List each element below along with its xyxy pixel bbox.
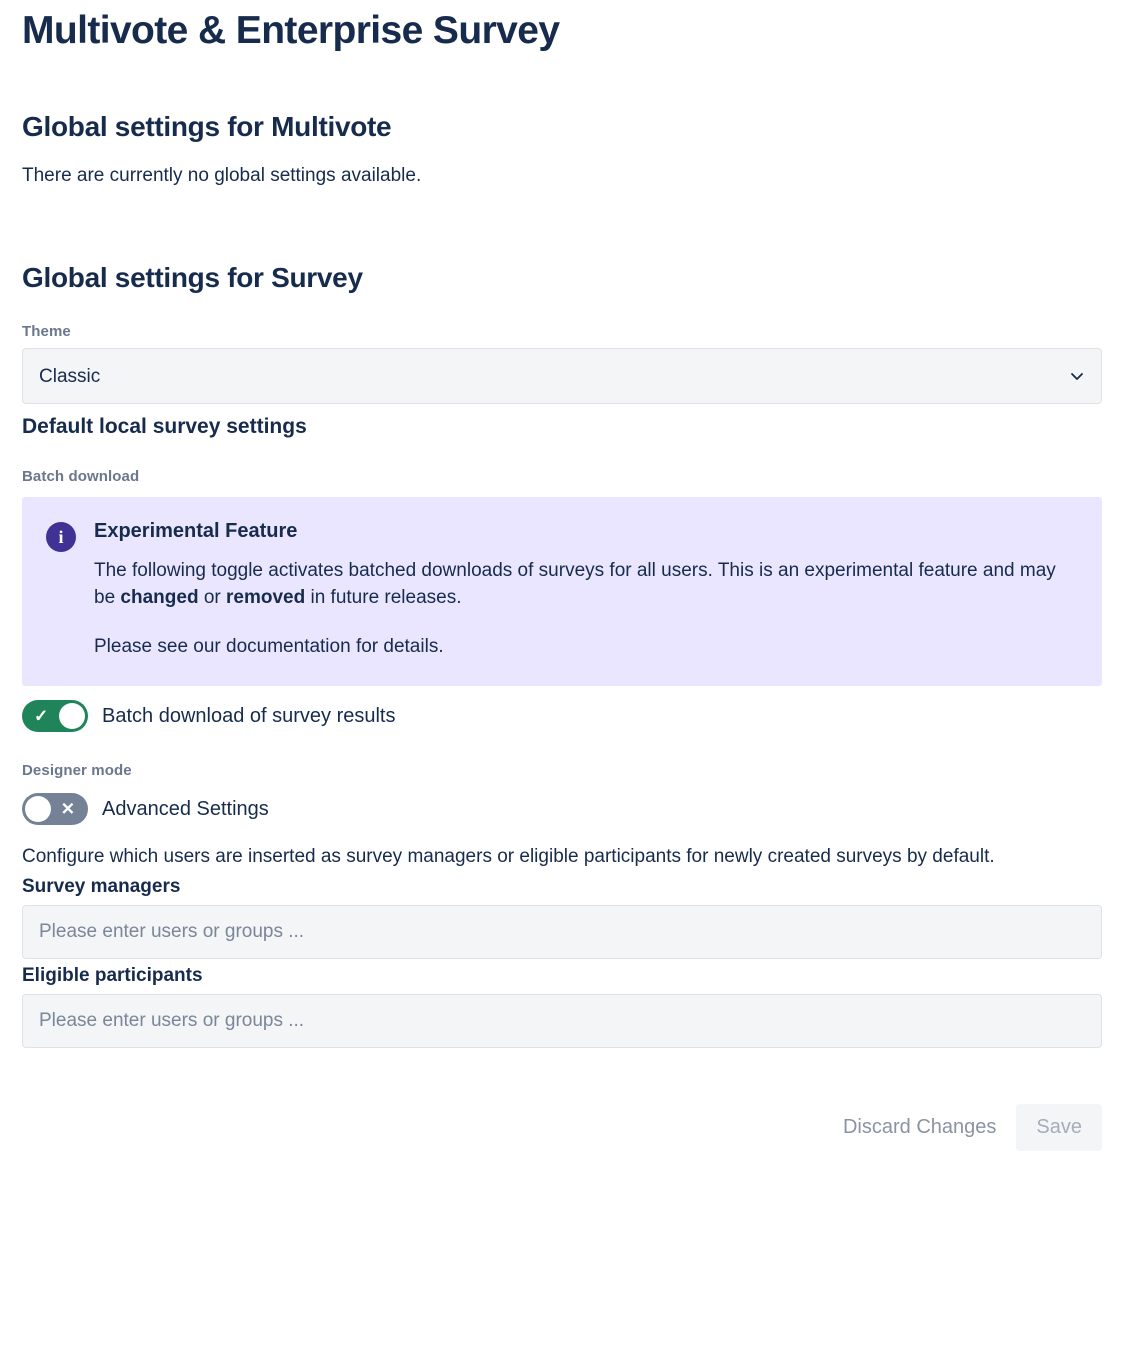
experimental-feature-panel <box>22 497 1102 686</box>
batch-download-toggle-row <box>22 700 1122 732</box>
batch-download-label: Batch download <box>22 468 140 485</box>
multivote-section-heading: Global settings for Multivote <box>22 111 392 142</box>
experimental-text-mid: or <box>198 587 226 608</box>
survey-managers-label: Survey managers <box>22 876 181 897</box>
toggle-knob <box>25 796 51 822</box>
theme-select[interactable] <box>22 348 1102 404</box>
theme-select-wrapper <box>22 348 1102 404</box>
toggle-knob <box>59 703 85 729</box>
experimental-text-part-2: in future releases. <box>305 587 462 608</box>
advanced-settings-toggle[interactable] <box>22 793 88 825</box>
designer-mode-label: Designer mode <box>22 762 132 779</box>
close-icon: ✕ <box>60 799 75 819</box>
survey-section-heading: Global settings for Survey <box>22 262 363 293</box>
save-button[interactable]: Save <box>1016 1104 1102 1151</box>
batch-download-toggle-label: Batch download of survey results <box>102 705 396 727</box>
experimental-text-bold-removed: removed <box>226 587 306 608</box>
page-title: Multivote & Enterprise Survey <box>22 9 560 52</box>
footer-actions <box>22 1104 1102 1151</box>
check-icon: ✓ <box>34 706 49 726</box>
eligible-participants-input[interactable] <box>22 994 1102 1048</box>
discard-changes-button[interactable]: Discard Changes <box>831 1106 1008 1149</box>
experimental-text-part-1: The following toggle activates batched downloads of surveys for all users. This is an experimental feature and may be <box>94 560 1056 608</box>
advanced-settings-toggle-label: Advanced Settings <box>102 798 269 820</box>
advanced-settings-toggle-row <box>22 793 1122 825</box>
experimental-feature-title: Experimental Feature <box>94 520 298 542</box>
batch-download-toggle[interactable] <box>22 700 88 732</box>
experimental-feature-paragraph-1 <box>94 557 1078 611</box>
experimental-feature-paragraph-2: Please see our documentation for details. <box>94 636 444 657</box>
default-local-settings-heading: Default local survey settings <box>22 415 307 438</box>
multivote-description: There are currently no global settings available. <box>22 165 422 186</box>
theme-label: Theme <box>22 323 71 340</box>
info-icon: i <box>46 522 76 552</box>
eligible-participants-label: Eligible participants <box>22 965 203 986</box>
experimental-feature-body <box>94 519 1078 660</box>
survey-managers-input[interactable] <box>22 905 1102 959</box>
experimental-text-bold-changed: changed <box>120 587 199 608</box>
configure-description: Configure which users are inserted as survey managers or eligible participants for newly created surveys by default. <box>22 846 995 867</box>
